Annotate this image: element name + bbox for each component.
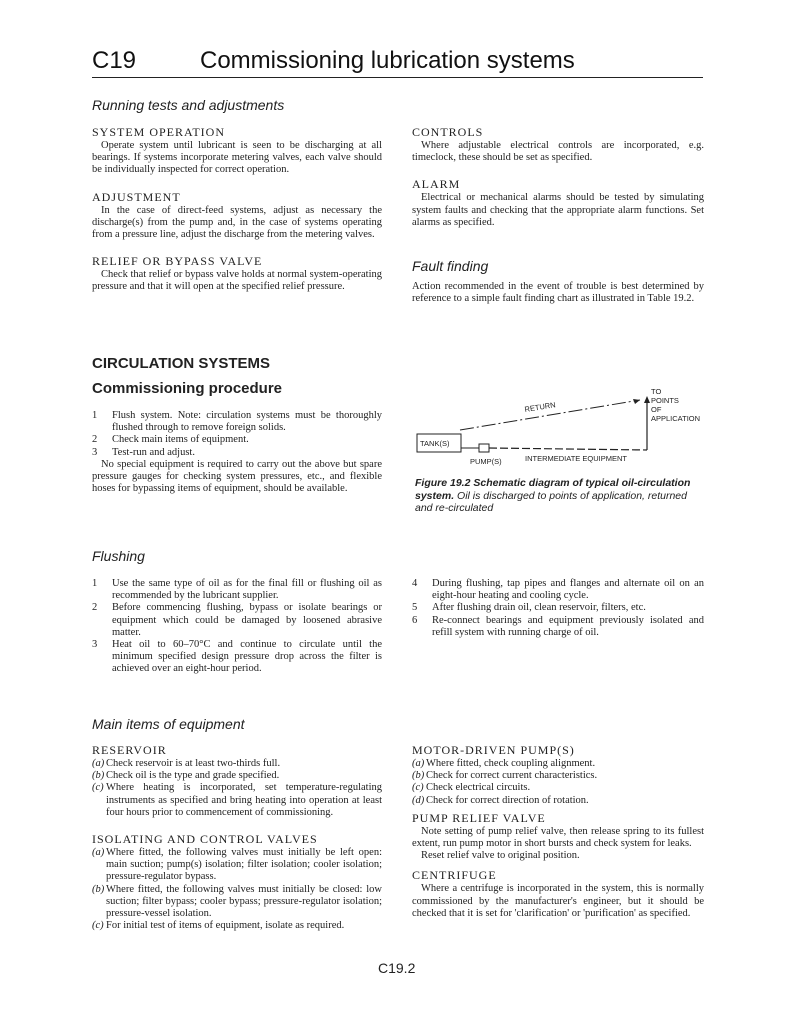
relief-text: Check that relief or bypass valve holds at normal system-operating pressure and that it will open at the specified relief pressure.: [92, 269, 382, 293]
to-label: TO: [651, 388, 662, 396]
list-item: 2 Check main items of equipment.: [92, 434, 249, 446]
main-items-heading: Main items of equipment: [92, 716, 245, 732]
controls-text: Where adjustable electrical controls are incorporated, e.g. timeclock, these should be set as specified.: [412, 140, 704, 164]
list-item: 4 During flushing, tap pipes and flanges and alternate oil on an eight-hour heating and cooling cycle.: [412, 578, 704, 602]
isolating-title: ISOLATING AND CONTROL VALVES: [92, 832, 318, 847]
header-rule: [92, 77, 703, 78]
circulation-heading: CIRCULATION SYSTEMS: [92, 355, 271, 372]
list-item: (c) Where heating is incorporated, set temperature-regulating instruments as specified and bring heating into operation at least four hours prior to commencement of commissioning.: [92, 782, 382, 818]
isolating-list: [92, 847, 382, 932]
commissioning-note: No special equipment is required to carry out the above but spare pressure gauges for checking system pressures, etc., and flexible hoses for bypassing items of equipment, should be available.: [92, 458, 382, 495]
return-label: RETURN: [523, 400, 557, 414]
right-column-top: [412, 125, 704, 229]
list-item: 3 Heat oil to 60–70°C and continue to circulate until the minimum specified design pressure drop across the filter is achieved over an eight-hour period.: [92, 639, 382, 675]
riser-arrow: [644, 396, 650, 403]
list-item: (c) For initial test of items of equipment, isolate as required.: [92, 920, 345, 932]
pumps-label: PUMP(S): [470, 457, 502, 466]
left-column-top: [92, 125, 382, 294]
pump-box: [479, 444, 489, 452]
list-item: (a) Where fitted, the following valves must initially be left open: main suction; pump(s) isolation; filter isolation; cooler isolation; pressure-regulator bypass.: [92, 847, 382, 883]
circulation-schematic: [415, 388, 715, 466]
commissioning-procedure-heading: Commissioning procedure: [92, 380, 283, 397]
system-operation-text: Operate system until lubricant is seen to be discharging at all bearings. If systems incorporate metering valves, each valve should be individually inspected for correct operation.: [92, 140, 382, 176]
page-number: C19.2: [378, 960, 416, 976]
list-item: (d) Check for correct direction of rotation.: [412, 794, 589, 806]
system-operation-title: SYSTEM OPERATION: [92, 125, 226, 139]
motor-pumps-list: [412, 758, 704, 807]
list-item: (b) Check oil is the type and grade specified.: [92, 770, 280, 782]
main-items-right: [412, 743, 704, 920]
page-title: Commissioning lubrication systems: [200, 47, 575, 74]
intermediate-label: INTERMEDIATE EQUIPMENT: [525, 454, 627, 463]
reservoir-title: RESERVOIR: [92, 743, 167, 757]
adjustment-text: In the case of direct-feed systems, adjust as necessary the discharge(s) from the pump and, in the case of systems operating from a pressure line, adjust the discharge from the metering valves.: [92, 204, 382, 241]
list-item: (a) Where fitted, check coupling alignment.: [412, 758, 596, 769]
delivery-line: [489, 448, 647, 450]
main-items-left: [92, 743, 382, 932]
list-item: (b) Where fitted, the following valves must initially be closed: low suction; filter bypass; cooler bypass; pressure-regulator isolation; pressure-vessel isolation.: [92, 883, 382, 920]
running-tests-heading: Running tests and adjustments: [92, 97, 285, 113]
list-item: 5 After flushing drain oil, clean reservoir, filters, etc.: [412, 602, 646, 614]
reservoir-list: [92, 758, 382, 819]
tanks-label: TANK(S): [420, 439, 450, 448]
fault-finding-heading: Fault finding: [412, 258, 489, 274]
motor-pumps-title: MOTOR-DRIVEN PUMP(S): [412, 743, 575, 757]
pump-relief-text-2: Reset relief valve to original position.: [421, 850, 580, 862]
list-item: 6 Re-connect bearings and equipment previously isolated and refill system with running charge of oil.: [412, 614, 704, 638]
pump-relief-title: PUMP RELIEF VALVE: [412, 810, 546, 825]
flushing-heading: Flushing: [92, 548, 145, 564]
list-item: 1 Flush system. Note: circulation systems must be thoroughly flushed through to remove foreign solids.: [92, 410, 382, 434]
list-item: (a) Check reservoir is at least two-thirds full.: [92, 758, 281, 769]
list-item: (b) Check for correct current characteristics.: [412, 770, 598, 782]
flushing-list-right: [412, 578, 704, 639]
of-label: OF: [651, 405, 662, 414]
pump-relief-text: Note setting of pump relief valve, then release spring to its fullest extent, run pump motor in short bursts and check system for leaks.: [412, 825, 704, 850]
figure-caption-title: Figure 19.2 Schematic diagram of typical oil-circulation system.: [415, 477, 691, 502]
fault-finding-text: Action recommended in the event of trouble is best determined by reference to a simple fault finding chart as illustrated in Table 19.2.: [412, 281, 704, 305]
relief-title: RELIEF OR BYPASS VALVE: [92, 254, 263, 269]
figure-caption: [415, 477, 705, 515]
points-label: POINTS: [651, 396, 679, 405]
centrifuge-text: Where a centrifuge is incorporated in the system, this is normally commissioned by the manufacturer's engineer, but it should be checked that it is set for 'clarification' or 'purification' as specified.: [412, 883, 704, 919]
chapter-code: C19: [92, 47, 137, 74]
centrifuge-title: CENTRIFUGE: [412, 868, 497, 883]
list-item: 1 Use the same type of oil as for the final fill or flushing oil as recommended by the lubricant supplier.: [92, 578, 382, 602]
alarm-text: Electrical or mechanical alarms should be tested by simulating system faults and checking that the appropriate alarm functions. Set alarms as specified.: [412, 192, 704, 228]
list-item: 2 Before commencing flushing, bypass or isolate bearings or equipment which could be damaged by loosened abrasive matter.: [92, 602, 382, 638]
figure-caption-text: Oil is discharged to points of application, returned and re-circulated: [415, 489, 687, 514]
application-label: APPLICATION: [651, 414, 701, 423]
flushing-list-left: [92, 578, 382, 676]
commissioning-steps: [92, 410, 382, 495]
list-item: 3 Test-run and adjust.: [92, 446, 195, 458]
list-item: (c) Check electrical circuits.: [412, 782, 531, 794]
adjustment-title: ADJUSTMENT: [92, 189, 181, 204]
controls-title: CONTROLS: [412, 125, 484, 139]
alarm-title: ALARM: [412, 177, 461, 192]
